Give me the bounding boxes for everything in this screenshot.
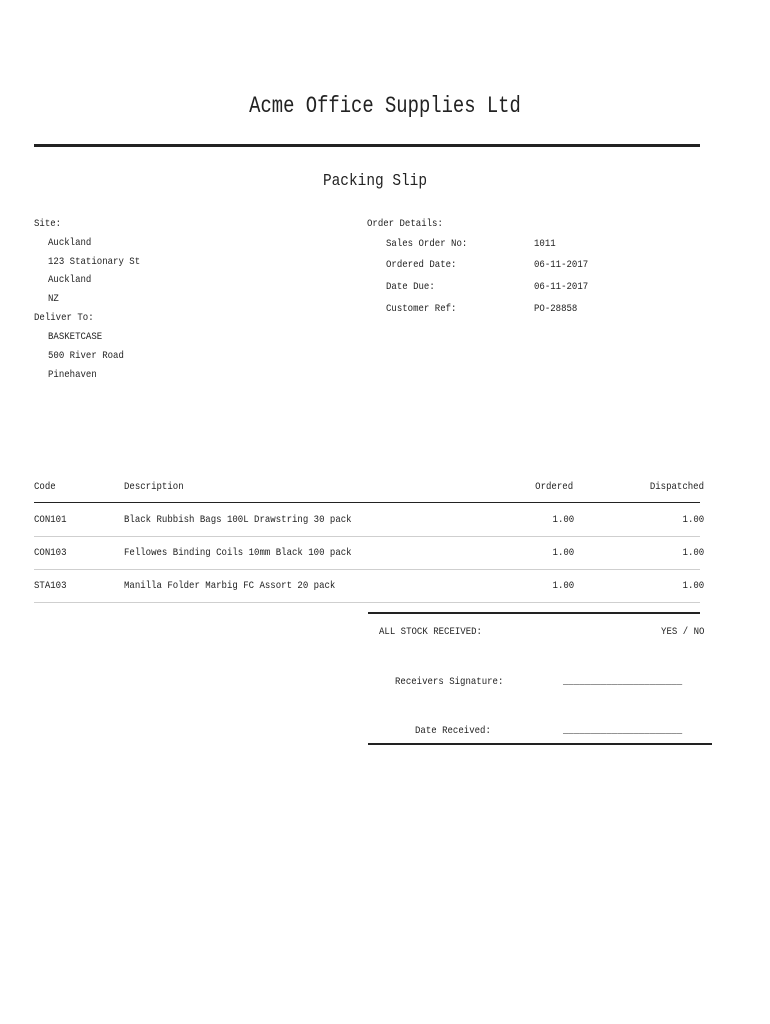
sales-order-no-label: Sales Order No:	[386, 238, 468, 250]
row-dispatched: 1.00	[682, 514, 704, 526]
stock-received-label: ALL STOCK RECEIVED:	[379, 626, 482, 638]
site-label: Site:	[34, 218, 62, 230]
row-description: Fellowes Binding Coils 10mm Black 100 pack	[124, 547, 352, 559]
site-address-line: 123 Stationary St	[48, 256, 141, 268]
row-description: Black Rubbish Bags 100L Drawstring 30 pack	[124, 514, 352, 526]
date-due-label: Date Due:	[386, 281, 435, 293]
column-header-dispatched: Dispatched	[649, 481, 704, 493]
site-address-line: NZ	[48, 293, 59, 305]
row-ordered: 1.00	[552, 514, 574, 526]
ordered-date-label: Ordered Date:	[386, 259, 457, 271]
receipt-bottom-rule	[368, 743, 712, 745]
column-header-code: Code	[34, 481, 56, 493]
row-divider	[34, 569, 700, 570]
row-code: CON101	[34, 514, 67, 526]
row-divider	[34, 536, 700, 537]
customer-ref-value: PO-28858	[534, 303, 578, 315]
receipt-top-rule	[368, 612, 700, 614]
column-header-ordered: Ordered	[535, 481, 573, 493]
sales-order-no-value: 1011	[534, 238, 556, 250]
header-divider	[34, 144, 700, 147]
row-ordered: 1.00	[552, 547, 574, 559]
stock-received-value: YES / NO	[660, 626, 704, 638]
deliver-to-line: Pinehaven	[48, 369, 97, 381]
order-details-label: Order Details:	[367, 218, 443, 230]
company-name: Acme Office Supplies Ltd	[249, 93, 521, 119]
date-due-value: 06-11-2017	[534, 281, 589, 293]
row-ordered: 1.00	[552, 580, 574, 592]
deliver-to-label: Deliver To:	[34, 312, 94, 324]
ordered-date-value: 06-11-2017	[534, 259, 589, 271]
document-title: Packing Slip	[322, 172, 428, 191]
row-divider	[34, 602, 700, 603]
customer-ref-label: Customer Ref:	[386, 303, 457, 315]
signature-line: ______________________	[563, 676, 683, 688]
table-header-divider	[34, 502, 700, 503]
date-received-line: ______________________	[563, 725, 683, 737]
deliver-to-line: BASKETCASE	[48, 331, 103, 343]
row-dispatched: 1.00	[682, 580, 704, 592]
date-received-label: Date Received:	[415, 725, 491, 737]
row-code: STA103	[34, 580, 67, 592]
site-address-line: Auckland	[48, 237, 92, 249]
row-code: CON103	[34, 547, 67, 559]
site-address-line: Auckland	[48, 274, 92, 286]
column-header-description: Description	[124, 481, 184, 493]
row-dispatched: 1.00	[682, 547, 704, 559]
deliver-to-line: 500 River Road	[48, 350, 124, 362]
row-description: Manilla Folder Marbig FC Assort 20 pack	[124, 580, 336, 592]
receivers-signature-label: Receivers Signature:	[395, 676, 504, 688]
